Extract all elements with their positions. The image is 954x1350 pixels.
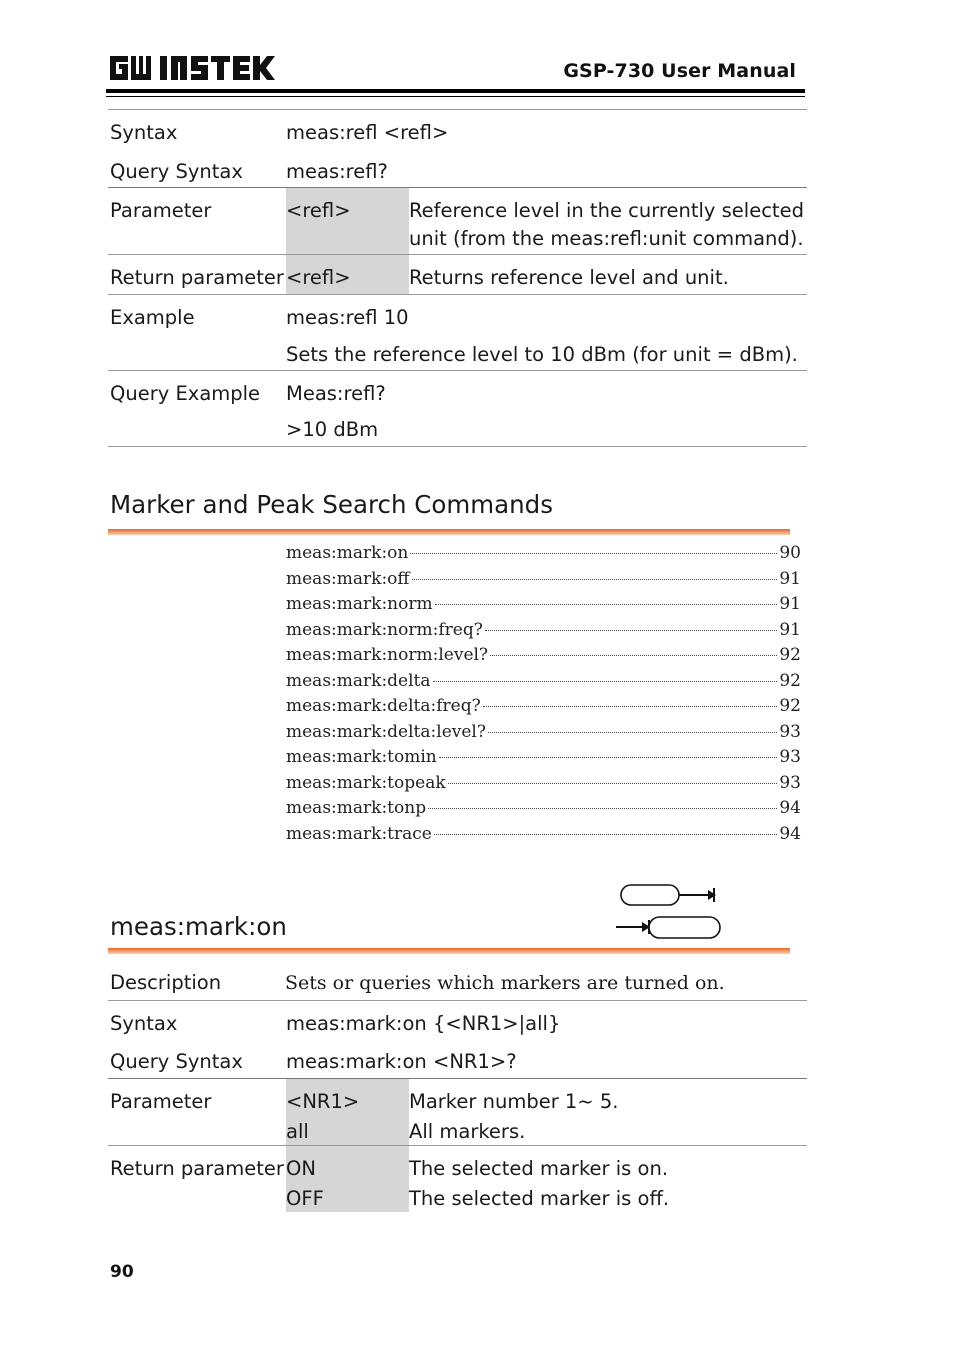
toc-leader-dots (434, 834, 778, 835)
toc-entry-text: meas:mark:delta:level? (286, 721, 486, 742)
section-title: Marker and Peak Search Commands (110, 490, 553, 519)
toc-leader-dots (410, 553, 777, 554)
header-rule (106, 89, 805, 93)
toc-entry[interactable] (286, 720, 801, 746)
description-value: Sets or queries which markers are turned on. (285, 972, 725, 994)
toc-entry-page: 91 (779, 594, 801, 614)
return-parameter-label: Return parameter (110, 266, 284, 289)
toc-entry-text: meas:mark:norm:level? (286, 645, 489, 665)
return-parameter-desc: Returns reference level and unit. (409, 266, 729, 289)
toc-entry-page: 94 (779, 798, 801, 818)
toc-entry[interactable] (286, 694, 801, 720)
query-example-command: Meas:refl? (286, 382, 386, 405)
toc-entry-text: meas:mark:tomin (286, 747, 437, 767)
description-label: Description (110, 971, 222, 994)
query-syntax-value: meas:mark:on <NR1>? (286, 1050, 517, 1073)
param-all-desc: All markers. (409, 1120, 526, 1143)
param-all-name: all (286, 1120, 309, 1143)
set-arrow-icon (621, 885, 716, 905)
toc-entry[interactable] (286, 541, 801, 567)
command-title: meas:mark:on (110, 912, 287, 941)
toc-entry-page: 91 (779, 568, 801, 589)
set-query-icon (614, 882, 724, 942)
toc-leader-dots (448, 783, 778, 784)
toc-leader-dots (439, 757, 778, 758)
toc-leader-dots (490, 655, 777, 656)
toc-entry-page: 93 (779, 747, 801, 767)
param-nr1-desc: Marker number 1~ 5. (409, 1090, 619, 1113)
toc-entry-page: 92 (779, 696, 801, 716)
toc-entry-text: meas:mark:topeak (286, 772, 446, 793)
toc-entry-page: 93 (779, 772, 801, 793)
query-example-response: >10 dBm (286, 418, 379, 441)
toc-entry-text: meas:mark:trace (286, 823, 432, 844)
query-arrow-icon (616, 917, 720, 938)
divider (108, 294, 807, 295)
example-description: Sets the reference level to 10 dBm (for unit = dBm). (286, 343, 798, 366)
command-accent-bar (108, 948, 790, 954)
toc-entry-text: meas:mark:delta (286, 670, 431, 691)
toc-entry-text: meas:mark:norm (286, 594, 433, 614)
command-index (286, 541, 801, 847)
divider (108, 1145, 807, 1146)
toc-entry[interactable] (286, 592, 801, 618)
toc-entry-text: meas:mark:norm:freq? (286, 619, 483, 640)
toc-leader-dots (433, 681, 778, 682)
query-syntax-label: Query Syntax (110, 160, 243, 183)
query-syntax-label: Query Syntax (110, 1050, 243, 1073)
query-example-label: Query Example (110, 382, 261, 405)
parameter-desc-line2: unit (from the meas:refl:unit command). (409, 227, 804, 250)
parameter-desc-line1: Reference level in the currently selected (409, 199, 804, 222)
toc-entry-page: 91 (779, 619, 801, 640)
toc-entry-page: 90 (779, 543, 801, 563)
gw-instek-logo (108, 52, 280, 84)
toc-entry-text: meas:mark:off (286, 568, 410, 589)
toc-entry[interactable] (286, 618, 801, 644)
divider (108, 254, 807, 255)
document-title: GSP-730 User Manual (563, 60, 796, 82)
section-accent-bar (108, 529, 790, 535)
parameter-label: Parameter (110, 1090, 212, 1113)
toc-entry[interactable] (286, 669, 801, 695)
return-on-desc: The selected marker is on. (409, 1157, 669, 1180)
divider (108, 370, 807, 371)
toc-leader-dots (428, 808, 777, 809)
syntax-label: Syntax (110, 1012, 178, 1035)
return-off-desc: The selected marker is off. (409, 1187, 670, 1210)
example-label: Example (110, 306, 195, 329)
return-on-name: ON (286, 1157, 316, 1180)
toc-entry-page: 92 (779, 670, 801, 691)
divider (108, 1000, 807, 1001)
toc-entry[interactable] (286, 745, 801, 771)
toc-leader-dots (412, 579, 778, 580)
return-off-name: OFF (286, 1187, 324, 1210)
divider (108, 109, 807, 110)
divider (108, 446, 807, 447)
return-parameter-name: <refl> (286, 266, 351, 289)
param-nr1-name: <NR1> (286, 1090, 360, 1113)
divider (108, 187, 807, 188)
toc-entry[interactable] (286, 822, 801, 848)
toc-entry-text: meas:mark:tonp (286, 798, 427, 818)
parameter-label: Parameter (110, 199, 212, 222)
toc-entry-text: meas:mark:delta:freq? (286, 696, 481, 716)
divider (108, 1078, 807, 1079)
header-rule-thin (106, 96, 805, 97)
toc-leader-dots (488, 732, 777, 733)
syntax-label: Syntax (110, 121, 178, 144)
example-command: meas:refl 10 (286, 306, 409, 329)
return-parameter-label: Return parameter (110, 1157, 284, 1180)
toc-leader-dots (483, 706, 778, 707)
toc-leader-dots (485, 630, 778, 631)
parameter-name: <refl> (286, 199, 351, 222)
toc-entry[interactable] (286, 771, 801, 797)
syntax-value: meas:mark:on {<NR1>|all} (286, 1012, 561, 1035)
syntax-value: meas:refl <refl> (286, 121, 449, 144)
query-syntax-value: meas:refl? (286, 160, 388, 183)
toc-entry[interactable] (286, 567, 801, 593)
toc-entry[interactable] (286, 796, 801, 822)
toc-entry-page: 94 (779, 823, 801, 844)
toc-entry[interactable] (286, 643, 801, 669)
toc-entry-text: meas:mark:on (286, 543, 409, 563)
toc-leader-dots (435, 604, 778, 605)
toc-entry-page: 93 (779, 721, 801, 742)
page-number: 90 (110, 1262, 134, 1282)
toc-entry-page: 92 (779, 645, 801, 665)
